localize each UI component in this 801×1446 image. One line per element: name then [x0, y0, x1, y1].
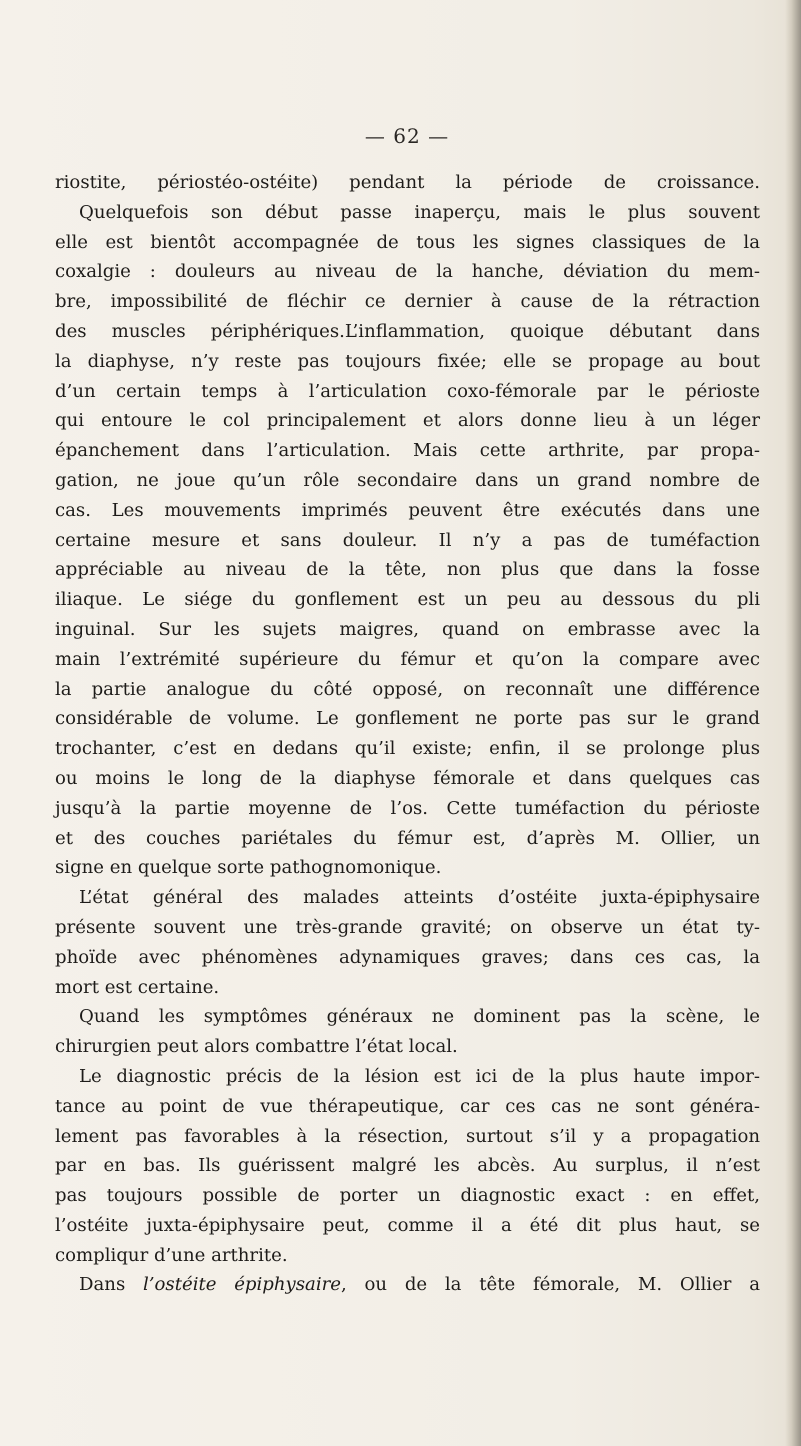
text-line: épanchement dans l’articulation. Mais cette arthrite, par propa-: [55, 440, 760, 462]
text-line: main l’extrémité supérieure du fémur et qu’on la compare avec: [55, 648, 760, 670]
text-line: par en bas. Ils guérissent malgré les abcès. Au surplus, il n’est: [55, 1155, 760, 1177]
text-span: Dans: [79, 1274, 143, 1296]
italic-text-span: l’ostéite épiphysaire: [143, 1274, 341, 1296]
text-line: Le diagnostic précis de la lésion est ici de la plus haute impor-: [79, 1065, 760, 1087]
text-line: cas. Les mouvements imprimés peuvent être exécutés dans une: [55, 499, 760, 521]
text-line: certaine mesure et sans douleur. Il n’y a pas de tuméfaction: [55, 529, 760, 551]
text-line: tance au point de vue thérapeutique, car ces cas ne sont généra-: [55, 1095, 760, 1117]
text-line: phoïde avec phénomènes adynamiques graves; dans ces cas, la: [55, 946, 760, 968]
text-line: lement pas favorables à la résection, surtout s’il y a propagation: [55, 1125, 760, 1147]
body-text: [55, 168, 760, 1300]
text-line: et des couches pariétales du fémur est, d’après M. Ollier, un: [55, 827, 760, 849]
text-line: trochanter, c’est en dedans qu’il existe; enfin, il se prolonge plus: [55, 738, 760, 760]
text-line: ou moins le long de la diaphyse fémorale et dans quelques cas: [55, 767, 760, 789]
text-line: [55, 1270, 760, 1300]
text-line: signe en quelque sorte pathognomonique.: [55, 857, 442, 879]
text-line: L’état général des malades atteints d’ostéite juxta-épiphysaire: [79, 887, 760, 909]
text-line: iliaque. Le siége du gonflement est un peu au dessous du pli: [55, 589, 760, 611]
text-line: mort est certaine.: [55, 976, 220, 998]
text-line: des muscles périphériques.L’inflammation, quoique débutant dans: [55, 320, 760, 342]
text-line: qui entoure le col principalement et alors donne lieu à un léger: [55, 410, 760, 432]
text-line: inguinal. Sur les sujets maigres, quand on embrasse avec la: [55, 618, 760, 640]
text-span: , ou de la tête fémorale, M. Ollier a: [340, 1274, 760, 1296]
text-line: d’un certain temps à l’articulation coxo-fémorale par le périoste: [55, 380, 760, 402]
text-line: chirurgien peut alors combattre l’état local.: [55, 1036, 458, 1058]
text-line: compliqur d’une arthrite.: [55, 1244, 288, 1266]
text-line: Quelquefois son début passe inaperçu, mais le plus souvent: [79, 201, 760, 223]
text-line: bre, impossibilité de fléchir ce dernier à cause de la rétraction: [55, 291, 760, 313]
page-number: — 62 —: [364, 124, 450, 148]
text-line: appréciable au niveau de la tête, non plus que dans la fosse: [55, 559, 760, 581]
text-line: pas toujours possible de porter un diagnostic exact : en effet,: [55, 1185, 760, 1207]
text-line: l’ostéite juxta-épiphysaire peut, comme il a été dit plus haut, se: [55, 1214, 760, 1236]
text-line: la diaphyse, n’y reste pas toujours fixée; elle se propage au bout: [55, 350, 760, 372]
text-line: elle est bientôt accompagnée de tous les signes classiques de la: [55, 231, 760, 253]
text-line: considérable de volume. Le gonflement ne porte pas sur le grand: [55, 708, 760, 730]
text-line: riostite, périostéo-ostéite) pendant la période de croissance.: [55, 172, 760, 193]
text-line: gation, ne joue qu’un rôle secondaire dans un grand nombre de: [55, 469, 760, 491]
text-line: présente souvent une très-grande gravité; on observe un état ty-: [55, 916, 760, 938]
text-line: Quand les symptômes généraux ne dominent pas la scène, le: [79, 1006, 760, 1028]
text-line: coxalgie : douleurs au niveau de la hanche, déviation du mem-: [55, 261, 760, 283]
page-edge-shadow: [785, 0, 801, 1446]
text-line: jusqu’à la partie moyenne de l’os. Cette tuméfaction du périoste: [55, 797, 760, 819]
text-line: la partie analogue du côté opposé, on reconnaît une différence: [55, 678, 760, 700]
